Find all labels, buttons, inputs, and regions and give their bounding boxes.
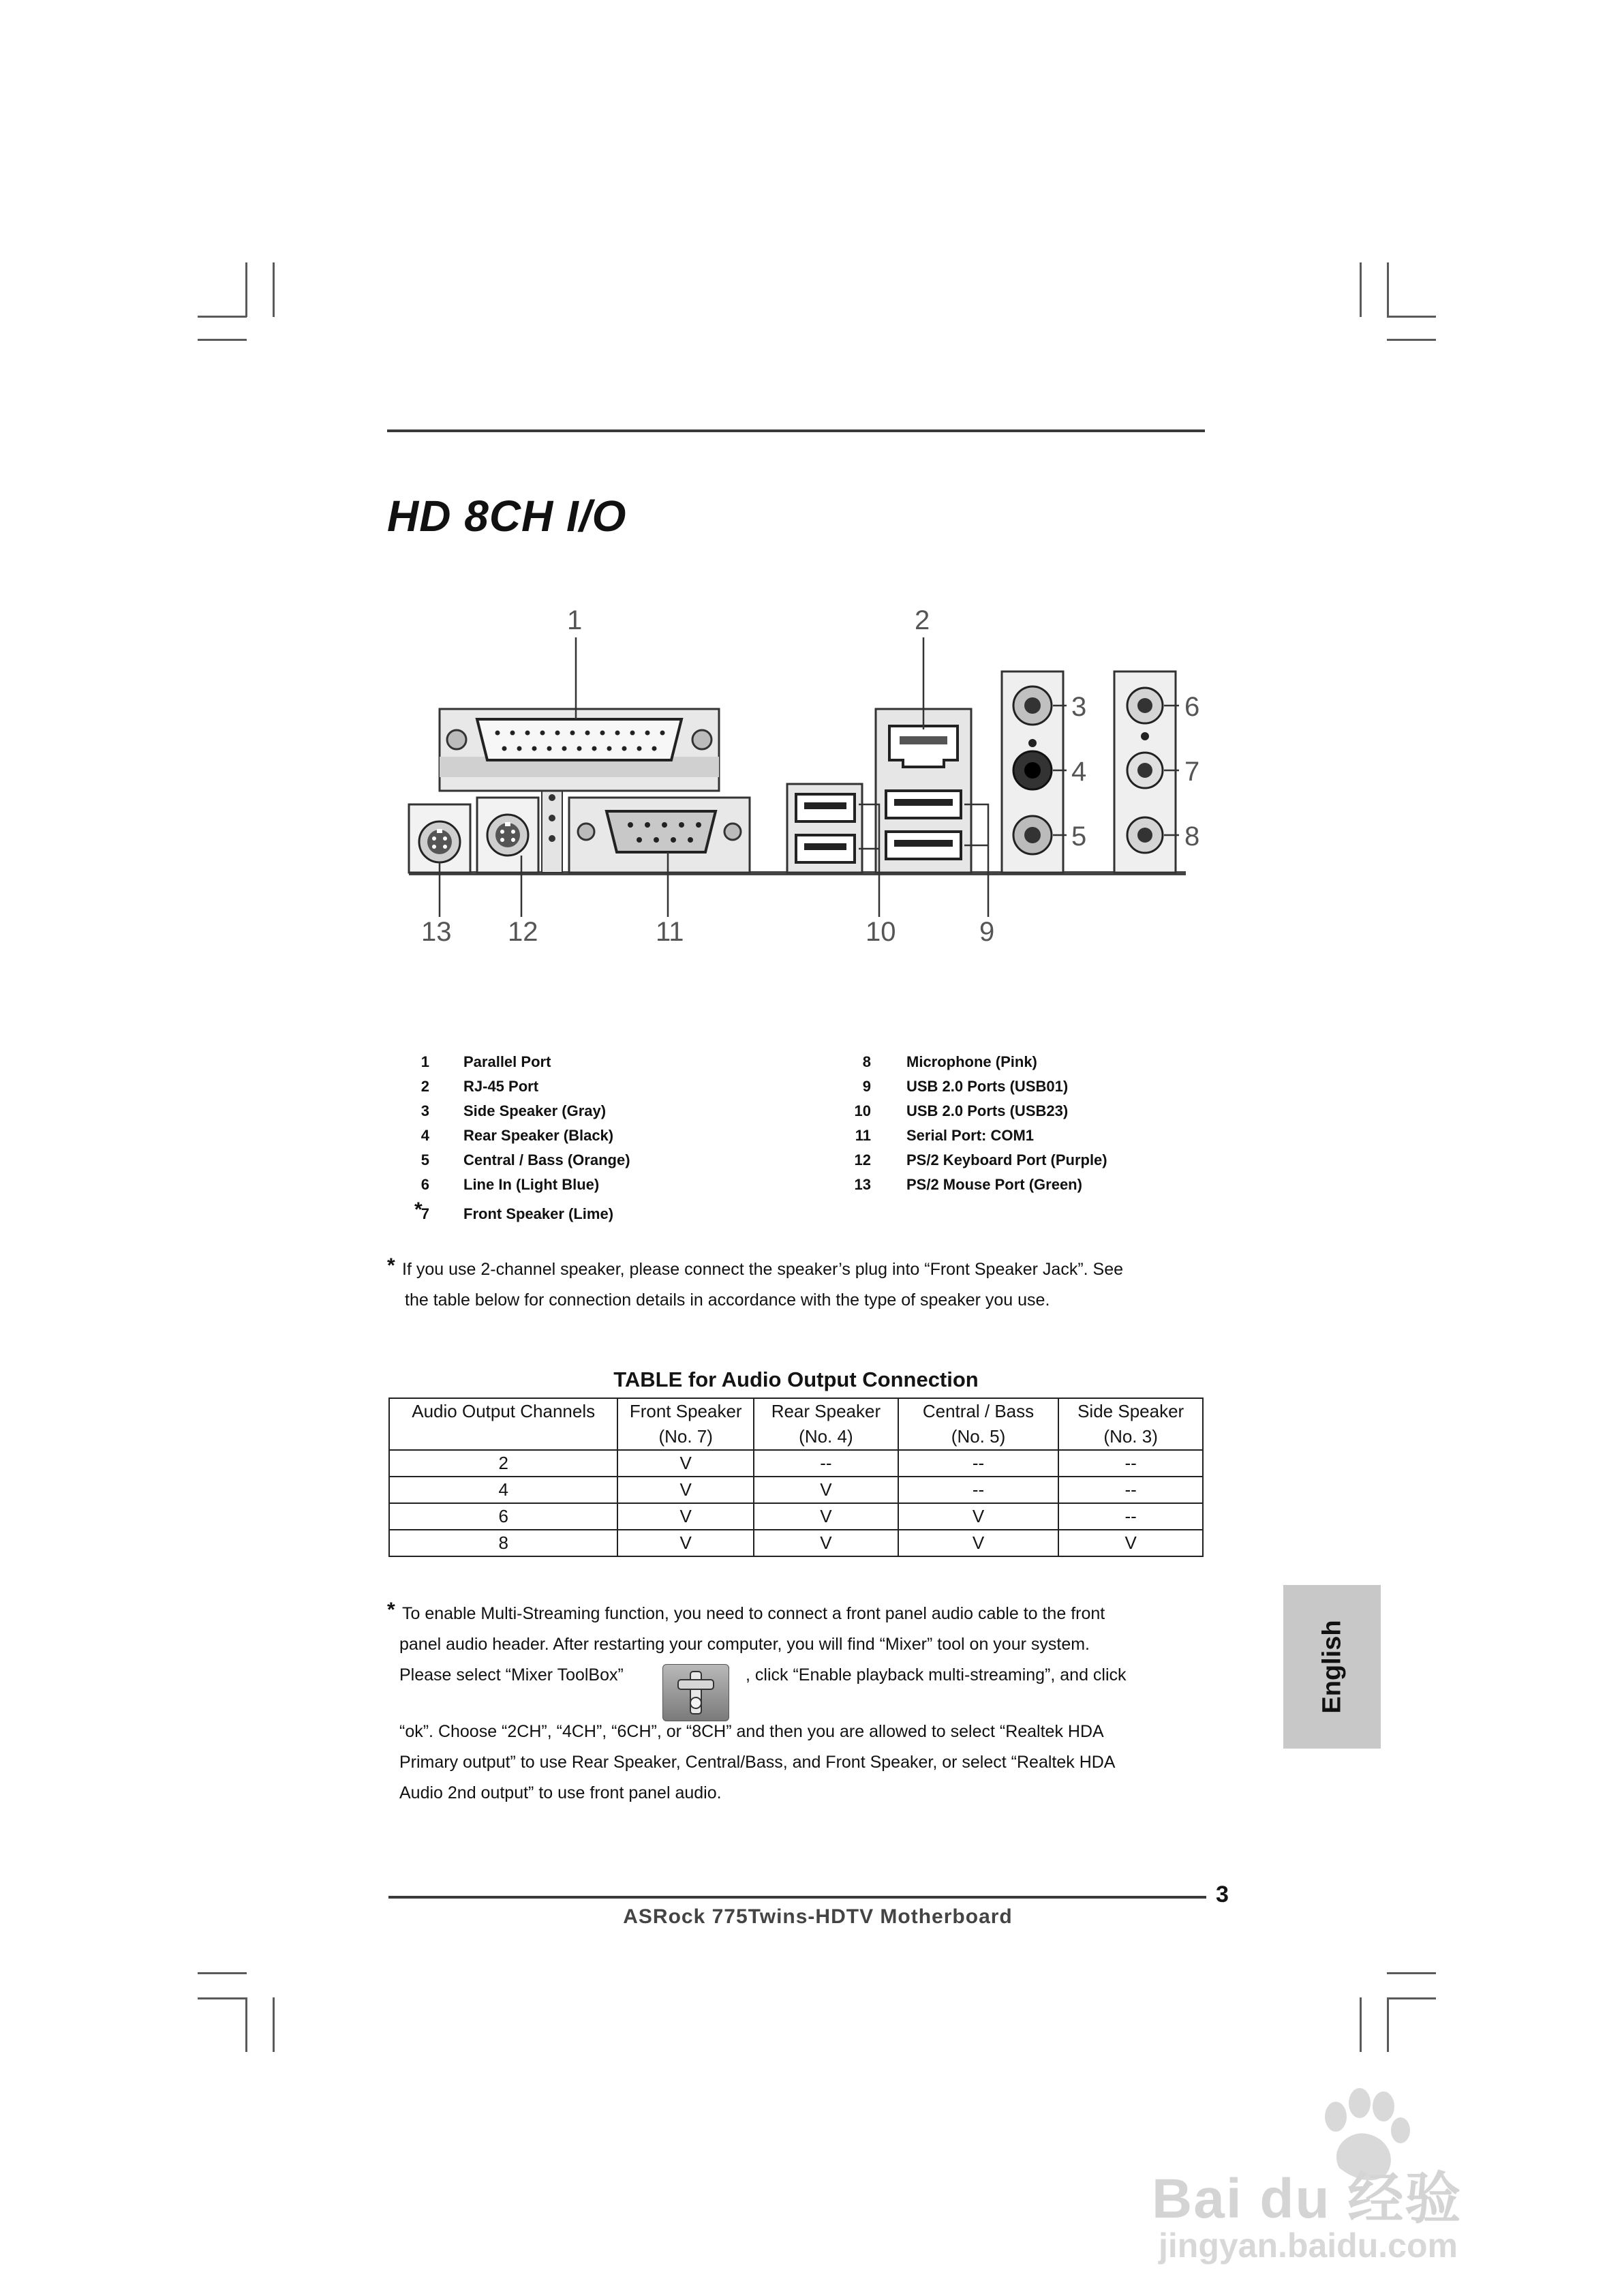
table-cell: V	[1058, 1530, 1203, 1556]
language-tab-label: English	[1317, 1620, 1346, 1714]
legend-star: *	[414, 1198, 423, 1221]
table-row	[389, 1530, 1203, 1556]
baidu-watermark	[1152, 2086, 1561, 2284]
table-cell: V	[754, 1530, 898, 1556]
rj45-and-usb01-icon	[876, 709, 971, 873]
table-title: TABLE for Audio Output Connection	[613, 1368, 979, 1391]
table-row	[389, 1450, 1203, 1477]
callout-8: 8	[1184, 821, 1200, 851]
ps2-mouse-port-icon	[419, 821, 460, 862]
audio-jacks-left-column-icon	[1002, 671, 1063, 873]
note-text: Please select “Mixer ToolBox”	[399, 1665, 624, 1685]
table-header-cell: (No. 5)	[898, 1424, 1059, 1450]
table-header-cell: (No. 4)	[754, 1424, 898, 1450]
table-cell: 4	[389, 1477, 617, 1503]
note-line	[387, 1660, 1219, 1691]
table-cell: V	[617, 1530, 754, 1556]
watermark-url: jingyan.baidu.com	[1159, 2226, 1458, 2265]
callout-6: 6	[1184, 692, 1200, 722]
note-2-channel	[387, 1254, 1212, 1316]
table-row	[389, 1503, 1203, 1530]
callout-1: 1	[567, 605, 583, 635]
table-cell: 6	[389, 1503, 617, 1530]
table-header-cell: Audio Output Channels	[389, 1398, 617, 1424]
page-number: 3	[1216, 1882, 1229, 1907]
mixer-toolbox-icon	[662, 1664, 729, 1721]
note-line: If you use 2-channel speaker, please connect the speaker’s plug into “Front Speaker Jack”. See	[402, 1260, 1124, 1279]
page-title: HD 8CH I/O	[387, 492, 627, 541]
callout-7: 7	[1184, 757, 1200, 787]
callout-12: 12	[508, 917, 538, 947]
table-cell: --	[898, 1450, 1059, 1477]
ps2-keyboard-port-icon	[487, 815, 528, 856]
table-cell: V	[617, 1477, 754, 1503]
table-header-cell: (No. 7)	[617, 1424, 754, 1450]
audio-jacks-right-column-icon	[1114, 671, 1176, 873]
table-cell: --	[1058, 1450, 1203, 1477]
note-line: Audio 2nd output” to use front panel audio.	[399, 1783, 722, 1802]
usb-ports-usb23-icon	[787, 784, 862, 873]
callout-4: 4	[1071, 757, 1087, 787]
table-cell: V	[617, 1503, 754, 1530]
language-tab	[1283, 1585, 1381, 1749]
note-multi-streaming	[387, 1599, 1219, 1809]
table-header-cell: Front Speaker	[617, 1398, 754, 1424]
top-rule	[387, 429, 1205, 432]
callout-9: 9	[979, 917, 995, 947]
table-cell: V	[617, 1450, 754, 1477]
callout-2: 2	[915, 605, 930, 635]
table-row	[389, 1477, 1203, 1503]
table-header-row	[389, 1424, 1203, 1450]
note-star: *	[387, 1599, 395, 1621]
table-header-cell: Side Speaker	[1058, 1398, 1203, 1424]
table-cell: V	[898, 1503, 1059, 1530]
table-header-row	[389, 1398, 1203, 1424]
table-header-cell: (No. 3)	[1058, 1424, 1203, 1450]
table-header-cell: Central / Bass	[898, 1398, 1059, 1424]
callout-5: 5	[1071, 821, 1087, 851]
note-text: , click “Enable playback multi-streaming”, and click	[746, 1665, 1127, 1685]
table-header-cell	[389, 1424, 617, 1450]
table-cell: --	[754, 1450, 898, 1477]
watermark-brand: Bai du 经验	[1152, 2168, 1463, 2230]
footer-title: ASRock 775Twins-HDTV Motherboard	[623, 1905, 1013, 1928]
audio-output-table	[388, 1398, 1204, 1557]
note-line: To enable Multi-Streaming function, you need to connect a front panel audio cable to the front	[402, 1604, 1105, 1623]
note-line: panel audio header. After restarting your computer, you will find “Mixer” tool on your system.	[399, 1635, 1090, 1654]
note-line: Primary output” to use Rear Speaker, Central/Bass, and Front Speaker, or select “Realtek HDA	[399, 1753, 1116, 1772]
footer-rule	[388, 1896, 1206, 1899]
table-header-cell: Rear Speaker	[754, 1398, 898, 1424]
note-line: “ok”. Choose “2CH”, “4CH”, “6CH”, or “8CH” and then you are allowed to select “Realtek HDA	[399, 1722, 1104, 1741]
table-cell: --	[1058, 1503, 1203, 1530]
callout-11: 11	[656, 917, 684, 947]
table-cell: V	[754, 1477, 898, 1503]
callout-10: 10	[866, 917, 896, 947]
callout-13: 13	[421, 917, 452, 947]
note-line: the table below for connection details in accordance with the type of speaker you use.	[405, 1290, 1050, 1310]
note-star: *	[387, 1254, 395, 1277]
serial-port-icon	[569, 798, 750, 873]
callout-3: 3	[1071, 692, 1087, 722]
table-cell: V	[898, 1530, 1059, 1556]
table-cell: 2	[389, 1450, 617, 1477]
table-cell: --	[898, 1477, 1059, 1503]
parallel-port-icon	[440, 709, 719, 791]
table-cell: 8	[389, 1530, 617, 1556]
table-cell: V	[754, 1503, 898, 1530]
table-cell: --	[1058, 1477, 1203, 1503]
